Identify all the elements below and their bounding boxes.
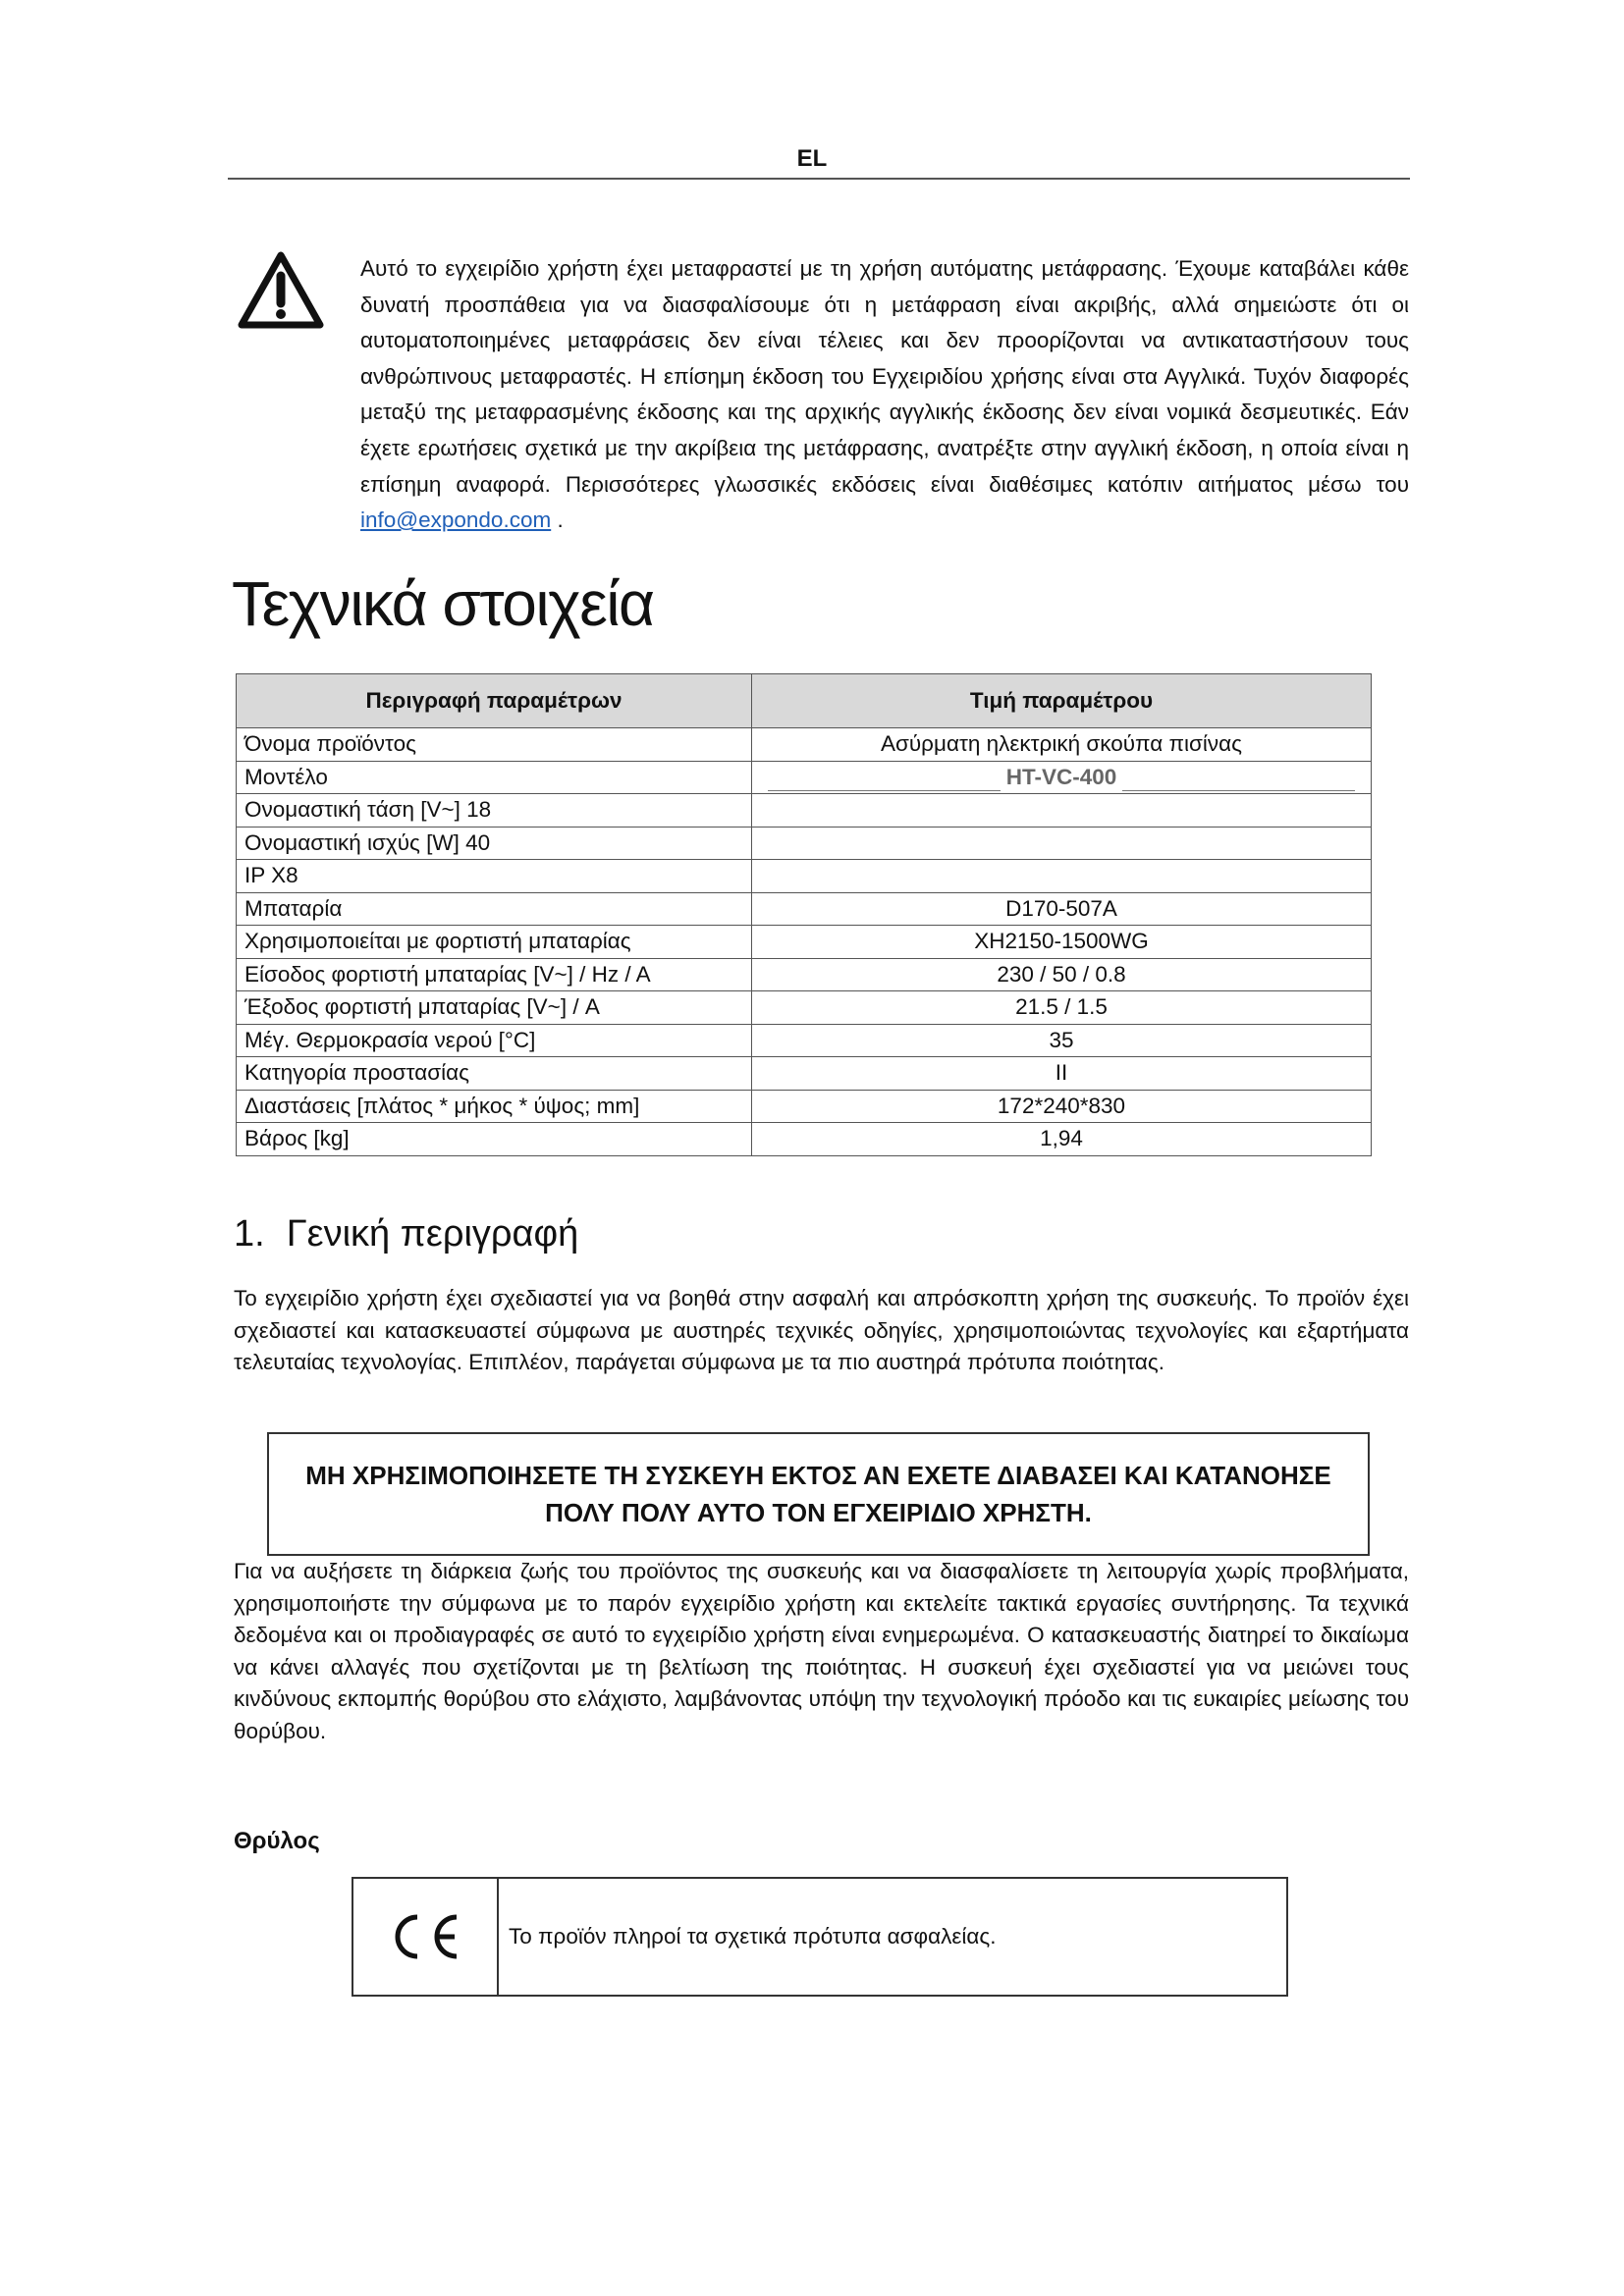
param-value: II — [752, 1057, 1372, 1091]
param-label: Ονομαστική ισχύς [W] 40 — [237, 827, 752, 860]
header-divider — [228, 178, 1410, 180]
page-title: Τεχνικά στοιχεία — [232, 568, 654, 639]
ce-description: Το προϊόν πληροί τα σχετικά πρότυπα ασφαλείας. — [509, 1924, 997, 1949]
model-field-line — [760, 763, 1363, 792]
table-row — [237, 1057, 1372, 1091]
table-header-row — [237, 674, 1372, 728]
legend-heading: Θρύλος — [234, 1828, 320, 1854]
table-row — [237, 1123, 1372, 1156]
param-label: Μπαταρία — [237, 892, 752, 926]
table-row — [237, 926, 1372, 959]
table-row — [237, 761, 1372, 794]
table-row — [237, 892, 1372, 926]
section-number: 1. — [234, 1213, 265, 1255]
warning-triangle-icon — [238, 250, 324, 331]
ce-mark-icon — [386, 1909, 464, 1964]
table-row — [237, 728, 1372, 762]
table-row — [237, 991, 1372, 1025]
general-description-paragraph: Το εγχειρίδιο χρήστη έχει σχεδιαστεί για να βοηθά στην ασφαλή και απρόσκοπτη χρήση της συσκευής. Το προϊόν έχει σχεδιαστεί και κατασκευαστεί σύμφωνα με αυστηρές τεχνικές οδηγίες, χρησιμοποιώντας τεχνολογίες και εξαρτήματα τελευταίας τεχνολογίας. Επιπλέον, παράγεται σύμφωνα με τα πιο αυστηρά πρότυπα ποιότητας. — [234, 1286, 1409, 1374]
param-label: Είσοδος φορτιστή μπαταρίας [V~] / Hz / A — [237, 958, 752, 991]
param-value: 1,94 — [752, 1123, 1372, 1156]
table-row — [237, 958, 1372, 991]
param-label: Κατηγορία προστασίας — [237, 1057, 752, 1091]
param-label: Χρησιμοποιείται με φορτιστή μπαταρίας — [237, 926, 752, 959]
section-title: Γενική περιγραφή — [286, 1213, 579, 1255]
param-value — [752, 827, 1372, 860]
param-value-cell — [752, 761, 1372, 794]
column-header-parameter: Περιγραφή παραμέτρων — [237, 674, 752, 728]
param-value: 230 / 50 / 0.8 — [752, 958, 1372, 991]
param-value: 172*240*830 — [752, 1090, 1372, 1123]
param-label: IP X8 — [237, 860, 752, 893]
table-row — [237, 1090, 1372, 1123]
param-value: 21.5 / 1.5 — [752, 991, 1372, 1025]
warning-notice-box — [267, 1432, 1370, 1556]
maintenance-paragraph: Για να αυξήσετε τη διάρκεια ζωής του προϊόντος της συσκευής και να διασφαλίσετε τη λειτουργία χωρίς προβλήματα, χρησιμοποιήστε την σύμφωνα με το παρόν εγχειρίδιο χρήστη και εκτελείτε τακτικά εργασίες συντήρησης. Τα τεχνικά δεδομένα και οι προδιαγραφές σε αυτό το εγχειρίδιο χρήστη είναι ενημερωμένα. Ο κατασκευαστής διατηρεί το δικαίωμα να κάνει αλλαγές που σχετίζονται με τη βελτίωση της ποιότητας. Η συσκευή έχει σχεδιαστεί για να μειώνει τους κινδύνους εκπομπής θορύβου στο ελάχιστο, λαμβάνοντας υπόψη την τεχνολογική πρόοδο και τις ευκαιρίες μείωσης του θορύβου. — [234, 1559, 1409, 1743]
param-value: D170-507A — [752, 892, 1372, 926]
notice-line-2: ΠΟΛΥ ΠΟΛΥ ΑΥΤΟ ΤΟΝ ΕΓΧΕΙΡΙΔΙΟ ΧΡΗΣΤΗ. — [545, 1498, 1092, 1527]
model-value: HT-VC-400 — [1001, 763, 1123, 792]
table-row — [237, 827, 1372, 860]
technical-specs-table — [236, 673, 1372, 1156]
table-row — [237, 860, 1372, 893]
notice-line-1: ΜΗ ΧΡΗΣΙΜΟΠΟΙΗΣΕΤΕ ΤΗ ΣΥΣΚΕΥΗ ΕΚΤΟΣ ΑΝ ΕΧΕΤΕ ΔΙΑΒΑΣΕΙ ΚΑΙ ΚΑΤΑΝΟΗΣΕ — [305, 1461, 1331, 1490]
param-value — [752, 794, 1372, 828]
param-label: Διαστάσεις [πλάτος * μήκος * ύψος; mm] — [237, 1090, 752, 1123]
disclaimer-text: Αυτό το εγχειρίδιο χρήστη έχει μεταφραστεί με τη χρήση αυτόματης μετάφρασης. Έχουμε καταβάλει κάθε δυνατή προσπάθεια για να διασφαλίσουμε ότι η μετάφραση είναι ακριβής, αλλά σημειώστε ότι οι αυτοματοποιημένες μεταφράσεις δεν είναι τέλειες και δεν προορίζονται να αντικαταστήσουν τους ανθρώπινους μεταφραστές. Η επίσημη έκδοση του Εγχειριδίου χρήσης είναι στα Αγγλικά. Τυχόν διαφορές μεταξύ της μεταφρασμένης έκδοσης και της αρχικής αγγλικής έκδοσης δεν είναι νομικά δεσμευτικές. Εάν έχετε ερωτήσεις σχετικά με την ακρίβεια της μετάφρασης, ανατρέξτε στην αγγλική έκδοση, η οποία είναι η επίσημη αναφορά. Περισσότερες γλωσσικές εκδόσεις είναι διαθέσιμες κατόπιν αιτήματος μέσω του — [360, 256, 1409, 497]
param-label: Όνομα προϊόντος — [237, 728, 752, 762]
section-heading — [234, 1213, 578, 1255]
legend-table — [352, 1877, 1288, 1997]
param-label: Μοντέλο — [237, 761, 752, 794]
table-row — [237, 794, 1372, 828]
table-row — [237, 1024, 1372, 1057]
page-language-header: EL — [796, 145, 828, 172]
param-label: Βάρος [kg] — [237, 1123, 752, 1156]
param-value: Ασύρματη ηλεκτρική σκούπα πισίνας — [752, 728, 1372, 762]
param-label: Μέγ. Θερμοκρασία νερού [°C] — [237, 1024, 752, 1057]
param-label: Έξοδος φορτιστή μπαταρίας [V~] / A — [237, 991, 752, 1025]
param-value — [752, 860, 1372, 893]
contact-email-link[interactable]: info@expondo.com — [360, 507, 552, 533]
param-label: Ονομαστική τάση [V~] 18 — [237, 794, 752, 828]
param-value: XH2150-1500WG — [752, 926, 1372, 959]
translation-disclaimer — [360, 251, 1409, 539]
param-value: 35 — [752, 1024, 1372, 1057]
disclaimer-tail: . — [551, 507, 564, 533]
ce-mark-cell — [353, 1879, 499, 1995]
column-header-value: Τιμή παραμέτρου — [752, 674, 1372, 728]
